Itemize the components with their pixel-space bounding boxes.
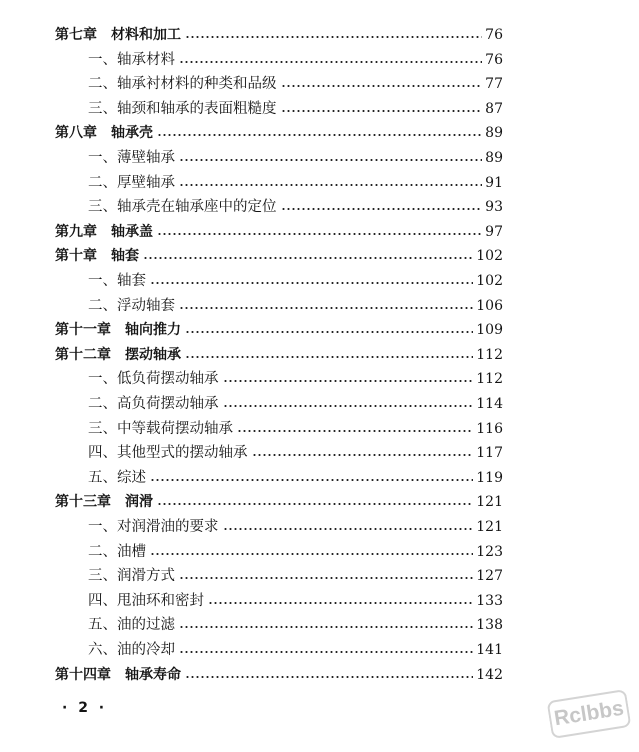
page-number: 97	[485, 223, 503, 240]
section-title: 其他型式的摆动轴承	[117, 445, 248, 462]
dot-leader	[185, 675, 473, 679]
watermark-text: Rclbbs	[552, 696, 626, 731]
chapter-number: 第八章	[55, 125, 97, 142]
page-number: 119	[476, 469, 503, 486]
toc-entry-label	[55, 26, 183, 44]
section-title: 轴承衬材料的种类和品级	[117, 76, 277, 93]
page-number: 93	[485, 199, 503, 216]
page-number: 142	[476, 666, 503, 683]
section-number: 三、	[88, 420, 117, 437]
toc-entry-label	[88, 51, 177, 69]
toc-entry-label	[88, 100, 279, 118]
toc-chapter-row	[55, 219, 503, 241]
chapter-number: 第十一章	[55, 322, 111, 339]
section-number: 五、	[88, 469, 117, 486]
page-number: 112	[476, 346, 503, 363]
section-number: 二、	[88, 76, 117, 93]
chapter-title: 轴承寿命	[125, 666, 181, 683]
toc-entry-label	[88, 75, 279, 93]
section-title: 轴承材料	[117, 51, 175, 68]
dot-leader	[179, 625, 473, 629]
section-number: 三、	[88, 199, 117, 216]
toc-section-row	[88, 465, 503, 487]
toc-chapter-row	[55, 120, 503, 142]
section-number: 一、	[88, 371, 117, 388]
chapter-title: 润滑	[125, 494, 153, 511]
page-number: 77	[485, 76, 503, 93]
page-number: 106	[476, 297, 503, 314]
section-number: 四、	[88, 592, 117, 609]
section-title: 润滑方式	[117, 568, 175, 585]
page-number: 87	[485, 100, 503, 117]
chapter-number: 第七章	[55, 27, 97, 43]
toc-entry-label	[88, 592, 206, 610]
dot-leader	[208, 601, 473, 605]
page-number: 116	[476, 420, 503, 437]
toc-entry-label	[88, 272, 148, 290]
toc-section-row	[88, 71, 503, 93]
toc-entry-label	[88, 567, 177, 585]
page-number: 91	[485, 174, 503, 191]
page-number: 109	[476, 322, 503, 339]
dot-leader	[179, 60, 482, 64]
dot-leader	[150, 478, 473, 482]
section-number: 二、	[88, 297, 117, 314]
chapter-title: 轴套	[111, 248, 139, 265]
page-number: 141	[476, 642, 503, 658]
toc-section-row	[88, 366, 503, 388]
page-number: 138	[476, 617, 503, 634]
dot-leader	[252, 453, 474, 457]
section-number: 二、	[88, 174, 117, 191]
toc-chapter-row	[55, 243, 503, 265]
page-number: 102	[476, 273, 503, 289]
dot-leader	[223, 404, 474, 408]
dot-leader	[281, 207, 483, 211]
toc-entry-label	[88, 641, 177, 659]
toc-entry-label	[88, 198, 279, 216]
chapter-title: 摆动轴承	[125, 346, 181, 363]
toc-entry-label	[55, 346, 183, 364]
toc-entry-label	[88, 420, 235, 438]
page-number: 114	[476, 396, 503, 412]
page-number: 127	[476, 568, 503, 585]
toc-chapter-row	[55, 342, 503, 364]
chapter-number: 第十二章	[55, 346, 111, 363]
toc-chapter-row	[55, 489, 503, 511]
toc-entry-label	[88, 370, 221, 388]
page-number: 102	[476, 248, 503, 265]
chapter-title: 轴承盖	[111, 223, 153, 240]
dot-leader	[185, 330, 473, 334]
section-title: 中等载荷摆动轴承	[117, 420, 233, 437]
page-number: 123	[476, 543, 503, 560]
dot-leader	[150, 552, 473, 556]
page-number: 121	[476, 519, 503, 535]
section-number: 一、	[88, 51, 117, 68]
dot-leader	[237, 429, 473, 433]
chapter-number: 第九章	[55, 223, 97, 240]
page-number: 117	[476, 445, 503, 462]
dot-leader	[143, 256, 473, 260]
toc-section-row	[88, 47, 503, 69]
toc-entry-label	[88, 616, 177, 634]
dot-leader	[179, 158, 482, 162]
dot-leader	[157, 232, 482, 236]
dot-leader	[179, 576, 473, 580]
toc-section-row	[88, 637, 503, 659]
toc-entry-label	[55, 666, 183, 684]
dot-leader	[179, 183, 482, 187]
toc-section-row	[88, 194, 503, 216]
page-number: 89	[485, 125, 503, 142]
watermark-logo	[546, 688, 631, 740]
dot-leader	[179, 306, 473, 310]
dot-leader	[223, 379, 474, 383]
toc-chapter-row	[55, 317, 503, 339]
toc-entry-label	[88, 174, 177, 192]
toc-entry-label	[55, 124, 155, 142]
toc-section-row	[88, 514, 503, 536]
toc-section-row	[88, 563, 503, 585]
page-number: 89	[485, 150, 503, 166]
dot-leader	[179, 650, 473, 654]
section-number: 一、	[88, 519, 117, 535]
dot-leader	[185, 355, 473, 359]
section-title: 轴承壳在轴承座中的定位	[117, 199, 277, 216]
chapter-number: 第十章	[55, 248, 97, 265]
page-number: 133	[476, 592, 503, 609]
toc-section-row	[88, 539, 503, 561]
section-number: 五、	[88, 617, 117, 634]
chapter-title: 材料和加工	[111, 27, 181, 43]
section-title: 油的冷却	[117, 642, 175, 658]
section-title: 低负荷摆动轴承	[117, 371, 219, 388]
toc-entry-label	[88, 149, 177, 167]
section-number: 一、	[88, 150, 117, 166]
toc-section-row	[88, 268, 503, 290]
dot-leader	[223, 527, 474, 531]
toc-chapter-row	[55, 22, 503, 44]
chapter-title: 轴向推力	[125, 322, 181, 339]
toc-entry-label	[88, 469, 148, 487]
toc-section-row	[88, 612, 503, 634]
page-number: 76	[485, 51, 503, 68]
section-title: 薄壁轴承	[117, 150, 175, 166]
chapter-number: 第十四章	[55, 666, 111, 683]
page-number: 76	[485, 27, 503, 43]
section-title: 甩油环和密封	[117, 592, 204, 609]
section-number: 六、	[88, 642, 117, 658]
footer-page-number: · 2 ·	[62, 700, 108, 716]
section-number: 一、	[88, 273, 117, 289]
toc-entry-label	[55, 247, 141, 265]
section-title: 轴颈和轴承的表面粗糙度	[117, 100, 277, 117]
toc-section-row	[88, 588, 503, 610]
toc-section-row	[88, 416, 503, 438]
section-title: 综述	[117, 469, 146, 486]
toc-entry-label	[55, 223, 155, 241]
section-number: 三、	[88, 100, 117, 117]
toc-entry-label	[88, 518, 221, 536]
dot-leader	[157, 133, 482, 137]
dot-leader	[157, 502, 473, 506]
dot-leader	[150, 281, 473, 285]
toc-entry-label	[55, 493, 155, 511]
section-number: 二、	[88, 396, 117, 412]
toc-entry-label	[55, 321, 183, 339]
section-title: 对润滑油的要求	[117, 519, 219, 535]
toc-entry-label	[88, 444, 250, 462]
toc-section-row	[88, 96, 503, 118]
dot-leader	[281, 109, 483, 113]
toc-section-row	[88, 145, 503, 167]
section-title: 厚壁轴承	[117, 174, 175, 191]
dot-leader	[185, 35, 482, 39]
toc-section-row	[88, 391, 503, 413]
page-number: 121	[476, 494, 503, 511]
section-title: 浮动轴套	[117, 297, 175, 314]
section-number: 四、	[88, 445, 117, 462]
toc-section-row	[88, 170, 503, 192]
section-title: 油的过滤	[117, 617, 175, 634]
toc-entry-label	[88, 297, 177, 315]
toc-entry-label	[88, 395, 221, 413]
page-number: 112	[476, 371, 503, 388]
toc-section-row	[88, 440, 503, 462]
section-title: 高负荷摆动轴承	[117, 396, 219, 412]
section-title: 轴套	[117, 273, 146, 289]
section-title: 油槽	[117, 543, 146, 560]
chapter-number: 第十三章	[55, 494, 111, 511]
toc-chapter-row	[55, 662, 503, 684]
toc-entry-label	[88, 543, 148, 561]
section-number: 三、	[88, 568, 117, 585]
toc-section-row	[88, 293, 503, 315]
section-number: 二、	[88, 543, 117, 560]
chapter-title: 轴承壳	[111, 125, 153, 142]
dot-leader	[281, 84, 483, 88]
